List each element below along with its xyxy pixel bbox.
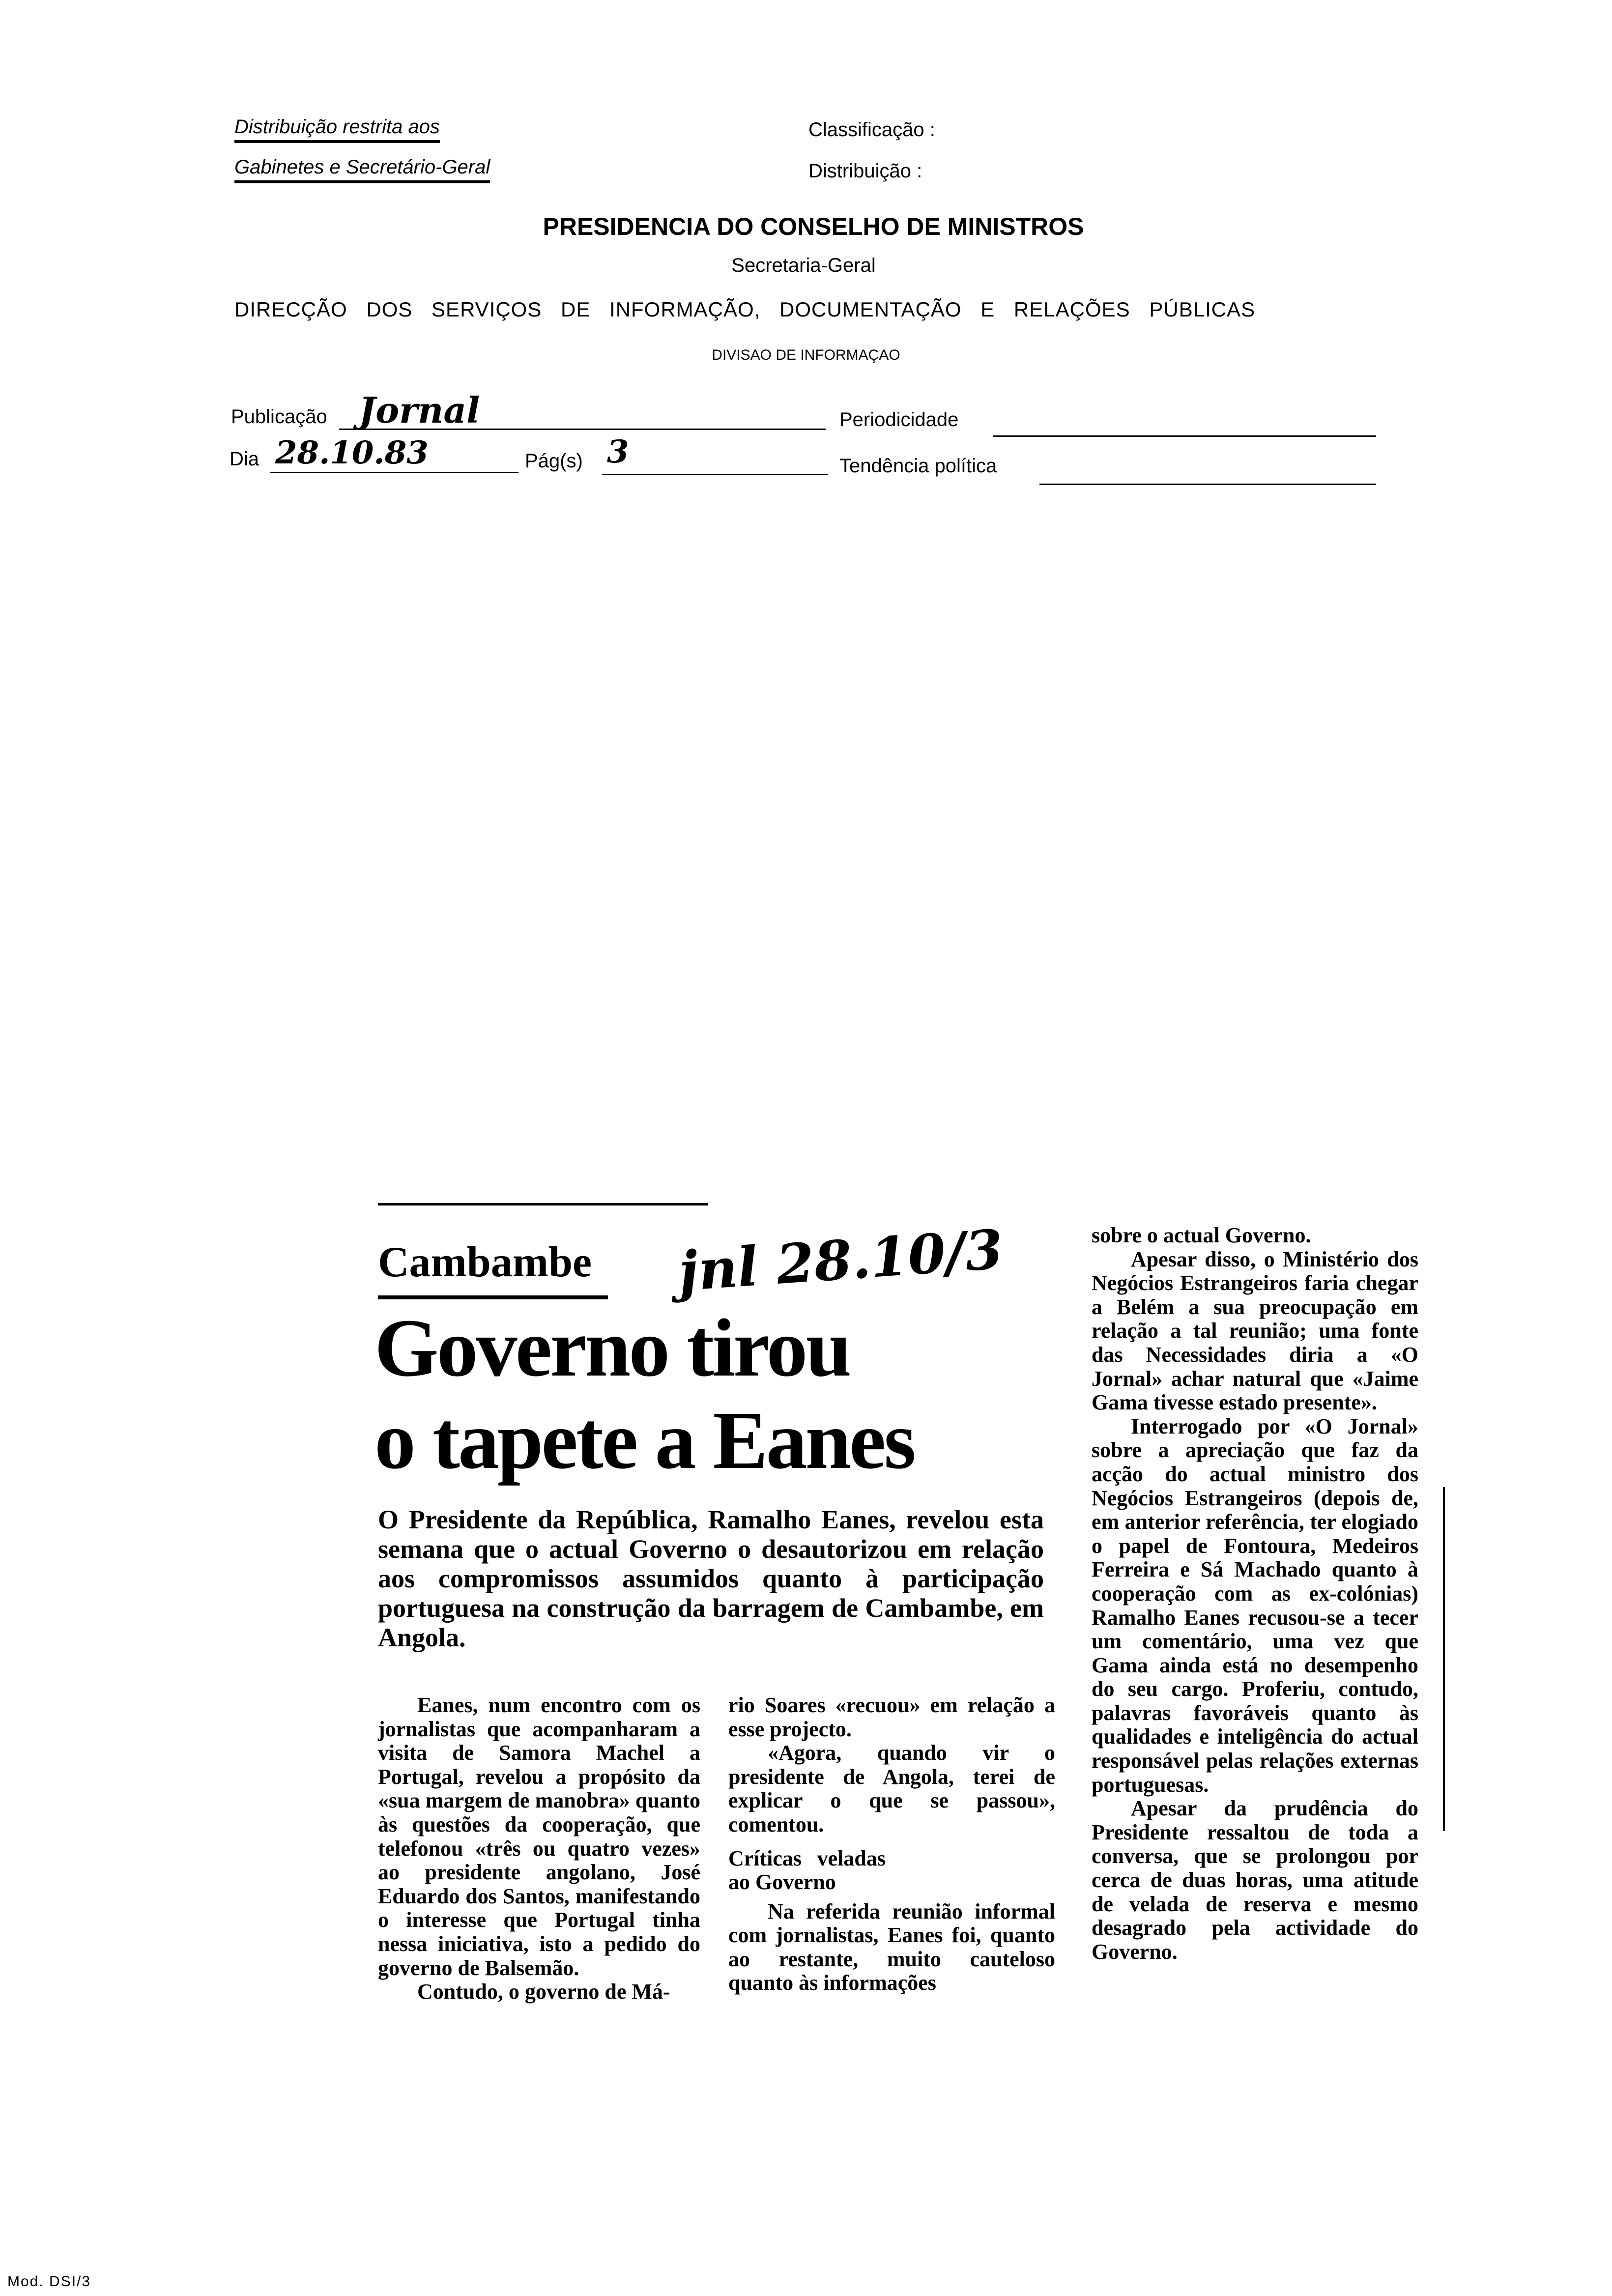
division-title: DIVISAO DE INFORMAÇAO — [712, 347, 900, 363]
directorate-title: DIRECÇÃO DOS SERVIÇOS DE INFORMAÇÃO, DOCUMENTAÇÃO E RELAÇÕES PÚBLICAS — [234, 298, 1256, 321]
handwritten-note: jnl 28.10/3 — [676, 1217, 1005, 1303]
pages-value: 3 — [607, 433, 629, 470]
day-value: 28.10.83 — [275, 434, 429, 471]
article-column-1 — [378, 1693, 700, 2004]
political-tendency-label: Tendência política — [839, 455, 997, 477]
margin-rule — [1443, 1487, 1445, 1831]
paragraph: Apesar disso, o Ministério dos Negócios Estrangeiros faria chegar a Belém a sua preocupação em relação a tal reunião; uma fonte das Necessidades diria a «O Jornal» achar natural que «Jaime Gama tivesse estado presente». — [1092, 1247, 1418, 1415]
day-field[interactable] — [270, 434, 518, 473]
periodicity-field[interactable] — [993, 416, 1376, 437]
paragraph: Contudo, o governo de Má- — [417, 1980, 670, 2004]
form-code: Mod. DSI/3 — [7, 2273, 91, 2290]
political-tendency-field[interactable] — [1039, 464, 1376, 485]
article-column-2 — [728, 1693, 1055, 1995]
publication-field[interactable] — [339, 389, 826, 431]
day-label: Dia — [230, 448, 259, 470]
paragraph: «Agora, quando vir o presidente de Angola, terei de explicar o que se passou», comentou. — [728, 1741, 1055, 1837]
paragraph: Eanes, num encontro com os jornalistas que acompanharam a visita de Samora Machel a Portugal, revelou a propósito da «sua margem de manobra» quanto às questões da cooperação, que telefonou «três ou quatro vezes» ao presidente angolano, José Eduardo dos Santos, manifestando o interesse que Portugal tinha nessa iniciativa, isto a pedido do governo de Balsemão. — [378, 1693, 700, 1980]
classification-label: Classificação : — [808, 119, 935, 141]
paragraph: rio Soares «recuou» em relação a esse projecto. — [728, 1693, 1055, 1741]
periodicity-label: Periodicidade — [839, 409, 959, 430]
article-lead: O Presidente da República, Ramalho Eanes, revelou esta semana que o actual Governo o desautorizou em relação aos compromissos assumidos quanto à participação portuguesa na construção da barragem de Cambambe, em Angola. — [378, 1505, 1044, 1652]
article-column-3 — [1092, 1224, 1418, 1964]
paragraph: sobre o actual Governo. — [1092, 1223, 1311, 1247]
article-subhead: Críticas veladas ao Governo — [728, 1846, 886, 1894]
paragraph: Na referida reunião informal com jornalistas, Eanes foi, quanto ao restante, muito cauteloso quanto às informações — [728, 1899, 1055, 1995]
pages-label: Pág(s) — [525, 450, 583, 472]
headline-line1: Governo tirou — [374, 1302, 850, 1394]
org-title: PRESIDENCIA DO CONSELHO DE MINISTROS — [543, 213, 1084, 240]
paragraph: Interrogado por «O Jornal» sobre a apreciação que faz da acção do actual ministro dos Negócios Estrangeiros (depois de, em anterior referência, ter elogiado o papel de Fontoura, Medeiros Ferreira e Sá Machado quanto à cooperação com as ex-colónias) Ramalho Eanes recusou-se a tecer um comentário, uma vez que Gama ainda está no desempenho do seu cargo. Proferiu, contudo, palavras favoráveis quanto às qualidades e inteligência do actual responsável pelas relações externas portuguesas. — [1092, 1414, 1418, 1797]
publication-value: Jornal — [359, 389, 480, 431]
article-kicker: Cambambe — [378, 1238, 592, 1286]
headline-line2: o tapete a Eanes — [374, 1395, 914, 1486]
kicker-underline — [378, 1295, 608, 1299]
distribution-label: Distribuição : — [808, 160, 922, 182]
paragraph: Apesar da prudência do Presidente ressaltou de toda a conversa, que se prolongou por cerca de duas horas, uma atitude de velada de reserva e mesmo desagrado pela actividade do Governo. — [1092, 1796, 1418, 1964]
pages-field[interactable] — [602, 433, 828, 475]
restricted-distribution-line1: Distribuição restrita aos — [234, 116, 440, 143]
article-top-rule — [378, 1203, 708, 1205]
publication-label: Publicação — [231, 406, 327, 428]
restricted-distribution-line2: Gabinetes e Secretário-Geral — [234, 156, 490, 183]
org-subtitle: Secretaria-Geral — [731, 255, 876, 276]
